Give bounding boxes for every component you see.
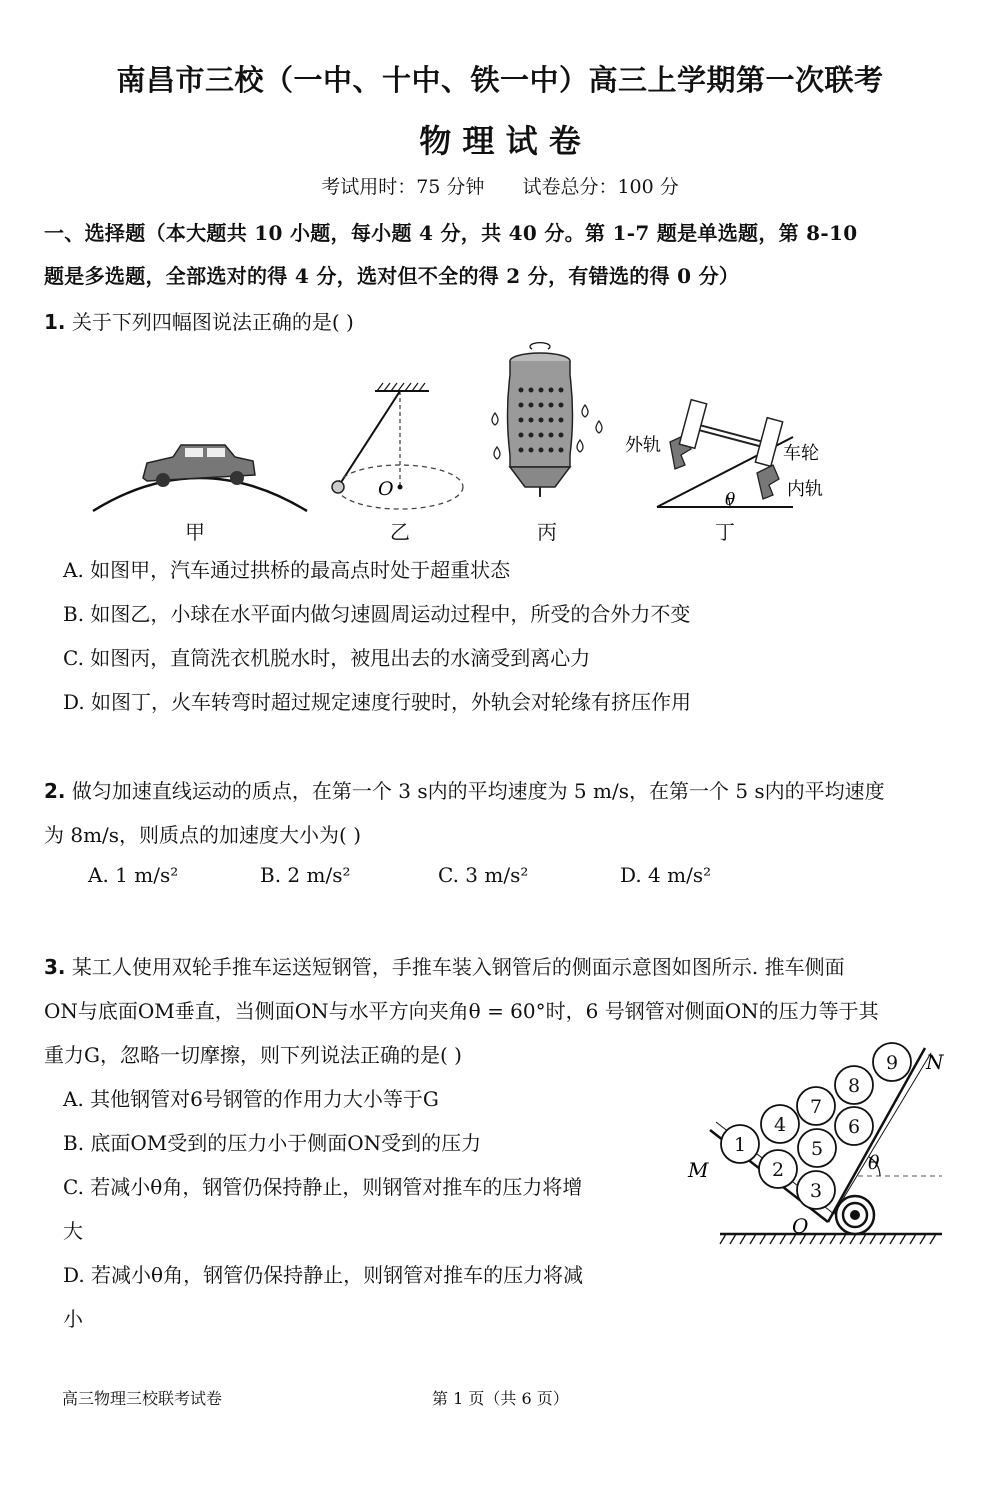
question-1-option-d[interactable]: D. 如图丁，火车转弯时超过规定速度行驶时，外轨会对轮缘有挤压作用 bbox=[63, 690, 692, 714]
question-1-stem bbox=[44, 306, 354, 335]
pipe-6-label: 6 bbox=[847, 1116, 861, 1138]
pipe-2-label: 2 bbox=[771, 1159, 785, 1181]
exam-time: 考试用时：75 分钟 bbox=[321, 176, 485, 198]
question-1-number: 1. bbox=[44, 310, 66, 334]
figure-spin-dryer bbox=[492, 343, 602, 497]
question-1-option-c[interactable]: C. 如图丙，直筒洗衣机脱水时，被甩出去的水滴受到离心力 bbox=[63, 646, 591, 670]
figure-label-bing: 丙 bbox=[537, 520, 557, 544]
pipe-7-label: 7 bbox=[809, 1096, 823, 1118]
question-3-line2: ON与底面OM垂直，当侧面ON与水平方向夹角θ = 60°时，6 号钢管对侧面ON的压力等于其 bbox=[44, 999, 879, 1023]
figure-conical-pendulum bbox=[332, 383, 463, 509]
figure-label-ding: 丁 bbox=[715, 520, 735, 544]
outer-rail-label: 外轨 bbox=[625, 435, 661, 456]
exam-subject: 物 理 试 卷 bbox=[419, 122, 581, 160]
inner-rail-label: 内轨 bbox=[787, 479, 823, 500]
cart-wheel bbox=[836, 1196, 874, 1234]
label-m: M bbox=[688, 1158, 709, 1182]
question-3-line1 bbox=[44, 951, 845, 980]
question-2-option-b[interactable]: B. 2 m/s² bbox=[260, 863, 351, 887]
question-2-line1 bbox=[44, 775, 885, 804]
pipe-3-label: 3 bbox=[809, 1180, 823, 1202]
label-o: O bbox=[792, 1214, 809, 1238]
section-heading-line2: 题是多选题，全部选对的得 4 分，选对但不全的得 2 分，有错选的得 0 分） bbox=[44, 264, 740, 288]
question-3-text: 某工人使用双轮手推车运送短钢管，手推车装入钢管后的侧面示意图如图所示. 推车侧面 bbox=[71, 955, 845, 979]
question-3-line3: 重力G，忽略一切摩擦，则下列说法正确的是( ) bbox=[44, 1043, 462, 1067]
question-3-figure bbox=[680, 1035, 960, 1255]
figure-label-jia: 甲 bbox=[185, 520, 205, 544]
question-2-text: 做匀加速直线运动的质点，在第一个 3 s内的平均速度为 5 m/s，在第一个 5 s内的平均速度 bbox=[71, 779, 885, 803]
pipe-9-label: 9 bbox=[885, 1052, 899, 1074]
question-2-option-a[interactable]: A. 1 m/s² bbox=[88, 863, 179, 887]
question-3-option-d[interactable]: D. 若减小θ角，钢管仍保持静止，则钢管对推车的压力将减 bbox=[63, 1263, 584, 1287]
wheel-label: 车轮 bbox=[783, 443, 819, 464]
question-3-number: 3. bbox=[44, 955, 66, 979]
footer-page-number: 第 1 页（共 6 页） bbox=[432, 1389, 569, 1408]
question-3-option-c[interactable]: C. 若减小θ角，钢管仍保持静止，则钢管对推车的压力将增 bbox=[63, 1175, 583, 1199]
figure-banked-rail bbox=[625, 400, 823, 510]
label-theta: θ bbox=[868, 1152, 880, 1174]
question-3-option-d-cont: 小 bbox=[63, 1307, 83, 1331]
question-3-option-a[interactable]: A. 其他钢管对6号钢管的作用力大小等于G bbox=[63, 1087, 439, 1111]
figure-label-yi: 乙 bbox=[390, 520, 410, 544]
pipe-4-label: 4 bbox=[773, 1114, 787, 1136]
figure-car-on-bridge bbox=[93, 445, 307, 511]
question-1-text: 关于下列四幅图说法正确的是( ) bbox=[71, 310, 354, 334]
section-heading-line1: 一、选择题（本大题共 10 小题，每小题 4 分，共 40 分。第 1-7 题是单选题，第 8-10 bbox=[44, 221, 858, 245]
pipe-5-label: 5 bbox=[810, 1138, 824, 1160]
question-2-line2: 为 8m/s，则质点的加速度大小为( ) bbox=[44, 823, 362, 847]
pipe-1-label: 1 bbox=[733, 1134, 747, 1156]
label-n: N bbox=[926, 1050, 944, 1074]
question-1-option-b[interactable]: B. 如图乙，小球在水平面内做匀速圆周运动过程中，所受的合外力不变 bbox=[63, 602, 691, 626]
question-3-option-b[interactable]: B. 底面OM受到的压力小于侧面ON受到的压力 bbox=[63, 1131, 482, 1155]
footer-exam-name: 高三物理三校联考试卷 bbox=[62, 1389, 223, 1408]
question-3-option-c-cont: 大 bbox=[63, 1219, 83, 1243]
exam-info bbox=[0, 172, 1000, 199]
question-2-option-d[interactable]: D. 4 m/s² bbox=[620, 863, 712, 887]
bank-angle-label: θ bbox=[725, 490, 736, 510]
question-1-option-a[interactable]: A. 如图甲，汽车通过拱桥的最高点时处于超重状态 bbox=[63, 558, 511, 582]
pipe-8-label: 8 bbox=[847, 1075, 861, 1097]
exam-total-score: 试卷总分：100 分 bbox=[522, 176, 679, 198]
question-2-option-c[interactable]: C. 3 m/s² bbox=[438, 863, 529, 887]
pendulum-center-label: O bbox=[378, 478, 394, 500]
exam-title: 南昌市三校（一中、十中、铁一中）高三上学期第一次联考 bbox=[116, 63, 884, 97]
question-2-number: 2. bbox=[44, 779, 66, 803]
